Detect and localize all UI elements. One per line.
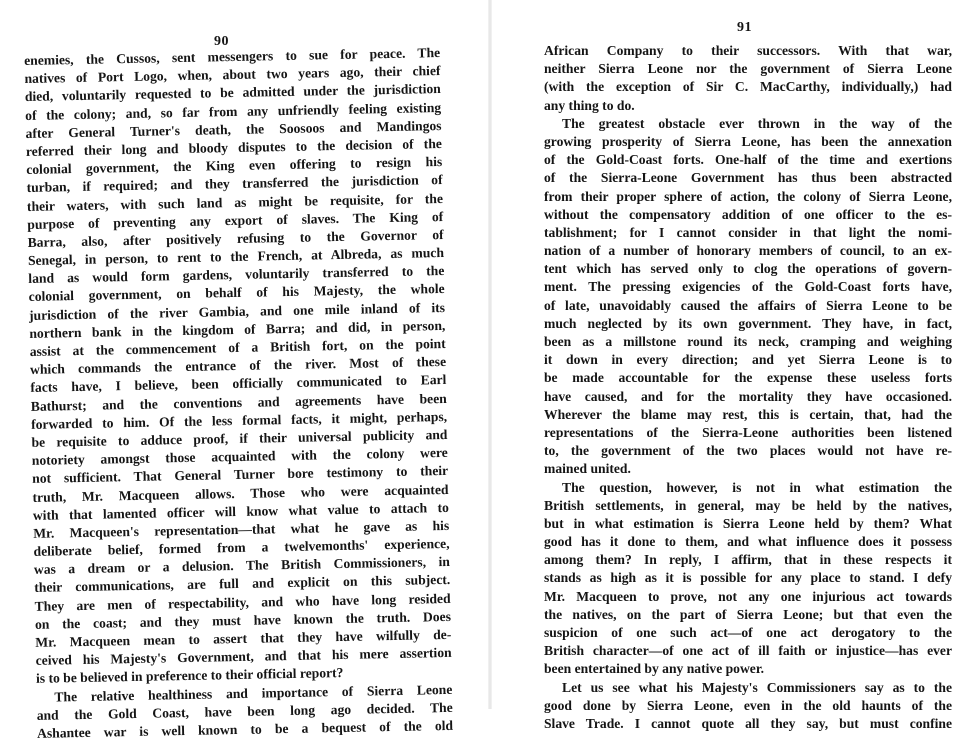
right-page-text — [544, 42, 952, 733]
text-line: after General Turner's death, the Soosoos and Mandingos — [25, 117, 442, 141]
text-line: Ashantee war is well known to be a bequest of the old — [36, 717, 454, 741]
text-line: Wherever the blame may rest, this is certain, that, had the — [544, 406, 952, 422]
left-page-text — [24, 44, 453, 743]
text-line: colonial government, on behalf of his Majesty, the whole — [28, 281, 445, 305]
text-line: be made accountable for the expense these useless forts — [544, 370, 952, 386]
text-line: The greatest obstacle ever thrown in the way of the — [562, 115, 952, 131]
text-line: referred their long and bloody disputes to the decision of the — [25, 135, 442, 159]
text-line: jurisdiction of the river Gambia, and one mile inland of its — [28, 299, 446, 323]
text-line: their waters, with such land as might be requisite, for the — [26, 190, 444, 214]
text-line: British character—of one act of ill faith or injustice—has ever — [544, 643, 952, 659]
text-line: to, the government of the two places would not have re- — [544, 443, 952, 459]
text-line: Mr. Macqueen's representation—that what he gave as his — [33, 517, 450, 541]
text-line: of late, unavoidably caused the affairs of Sierra Leone to be — [544, 297, 952, 313]
page-number-left: 90 — [214, 34, 229, 49]
text-line: turban, if required; and they transferred the jurisdiction of — [26, 172, 443, 196]
text-line: it down in every direction; and yet Sierra Leone is to — [544, 352, 952, 368]
text-line: tablishment; for I cannot consider in that light the nomi- — [544, 224, 952, 240]
text-line: good has it done to them, and what influence does it possess — [544, 534, 952, 550]
text-line: on the coast; and they must have known the truth. Does — [34, 608, 452, 632]
text-line: deliberate belief, formed from a twelvemonths' experience, — [33, 535, 450, 559]
text-line: be requisite to adduce proof, if their universal publicity and — [31, 426, 448, 450]
text-line: neither Sierra Leone nor the government of Sierra Leone — [544, 61, 952, 77]
text-line: ment. The pressing exigencies of the Gold-Coast forts have, — [544, 279, 952, 295]
text-line: northern bank in the kingdom of Barra; and did, in person, — [29, 317, 446, 341]
text-line: their communications, are full and explicit on this subject. — [34, 572, 451, 596]
text-line: facts have, I believe, been officially communicated to Earl — [30, 372, 447, 396]
text-line: is to be believed in preference to their official report? — [35, 665, 344, 687]
left-page — [0, 0, 490, 741]
text-line: Mr. Macqueen to prove, not any one injurious act towards — [544, 588, 952, 604]
text-line: any thing to do. — [544, 97, 635, 113]
page-number-right: 91 — [737, 20, 752, 35]
text-line: Bathurst; and the conventions and agreements have been — [30, 390, 447, 414]
text-line: The relative healthiness and importance of Sierra Leone — [54, 681, 453, 705]
text-line: but in what estimation is Sierra Leone held by them? What — [544, 515, 952, 531]
text-line: suspicion of one such act—of one act derogatory to the — [544, 625, 952, 640]
text-line: nation of a number of honorary members of council, to an ex- — [544, 243, 952, 259]
text-line: Senegal, in person, to rent to the French, at Albreda, as much — [27, 245, 445, 269]
text-line: (with the exception of Sir C. MacCarthy, individually,) had — [544, 79, 952, 95]
text-line: enemies, the Cussos, sent messengers to sue for peace. The — [24, 45, 441, 68]
text-line: which commands the entrance of the river. Most of these — [29, 354, 447, 378]
text-line: forwarded to him. Of the less formal facts, it might, perhaps, — [31, 408, 448, 432]
text-line: land as would form gardens, voluntarily transferred to the — [28, 263, 445, 287]
text-line: purpose of preventing any export of slaves. The King of — [27, 208, 444, 232]
text-line: have caused, and for the mortality they have occasioned. — [544, 388, 952, 404]
text-line: natives of Port Logo, when, about two years ago, their chief — [24, 63, 441, 87]
text-line: Barra, also, after positively refusing to the Governor of — [27, 226, 444, 250]
text-line: been entertained by any native power. — [544, 661, 765, 677]
text-line: of the colony; and, so far from any unfriendly feeling existing — [25, 99, 442, 123]
text-line: not sufficient. That General Turner bore testimony to their — [32, 463, 449, 487]
text-line: growing prosperity of Sierra Leone, has been the annexation — [544, 133, 952, 149]
text-line: Let us see what his Majesty's Commissioners say as to the — [562, 679, 952, 695]
text-line: among them? In reply, I affirm, that in these respects it — [544, 552, 952, 568]
text-line: been as a millstone round its neck, cramping and weighing — [544, 334, 952, 349]
text-line: representations of the Sierra-Leone authorities been listened — [544, 424, 952, 440]
text-line: much neglected by its own government. They have, in fact, — [544, 315, 952, 331]
text-line: colonial government, the King even offering to resign his — [26, 154, 443, 178]
text-line: of the Sierra-Leone Government has thus been abstracted — [544, 170, 952, 186]
text-line: The question, however, is not in what estimation the — [562, 479, 952, 495]
text-line: Slave Trade. I cannot quote all they say, but must confine — [544, 715, 952, 731]
text-line: ceived his Majesty's Government, and that his mere assertion — [35, 645, 452, 669]
text-line: without the compensatory addition of one officer to the es- — [544, 206, 952, 222]
text-line: truth, Mr. Macqueen allows. Those who were acquainted — [32, 481, 449, 505]
text-line: from their proper sphere of action, the colony of Sierra Leone, — [544, 188, 952, 204]
text-line: and the Gold Coast, have been long ago decided. The — [36, 699, 453, 723]
text-line: was a dream or a delusion. The British Commissioners, in — [33, 554, 451, 578]
text-line: died, voluntarily requested to be admitted under the jurisdiction — [24, 81, 441, 105]
text-line: stands as high as it is possible for any place to stand. I defy — [544, 570, 952, 586]
text-line: mained united. — [544, 461, 631, 477]
text-line: British settlements, in general, may be held by the natives, — [544, 497, 952, 513]
text-line: with that lamented officer will know what value to attach to — [32, 499, 449, 523]
text-line: African Company to their successors. With that war, — [544, 43, 952, 58]
text-line: assist at the commencement of a British fort, on the point — [29, 335, 446, 359]
text-line: the natives, on the part of Sierra Leone; but that even the — [544, 606, 952, 622]
text-line: tent which has served only to clog the operations of govern- — [544, 261, 952, 277]
text-line: good done by Sierra Leone, even in the old haunts of the — [544, 697, 952, 713]
right-page — [490, 0, 980, 731]
text-line: notoriety amongst those acquainted with the colony were — [31, 445, 448, 469]
text-line: Mr. Macqueen mean to assert that they have wilfully de- — [35, 626, 452, 650]
text-line: of the Gold-Coast forts. One-half of the time and exertions — [544, 152, 952, 168]
text-line: They are men of respectability, and who have long resided — [34, 590, 451, 614]
